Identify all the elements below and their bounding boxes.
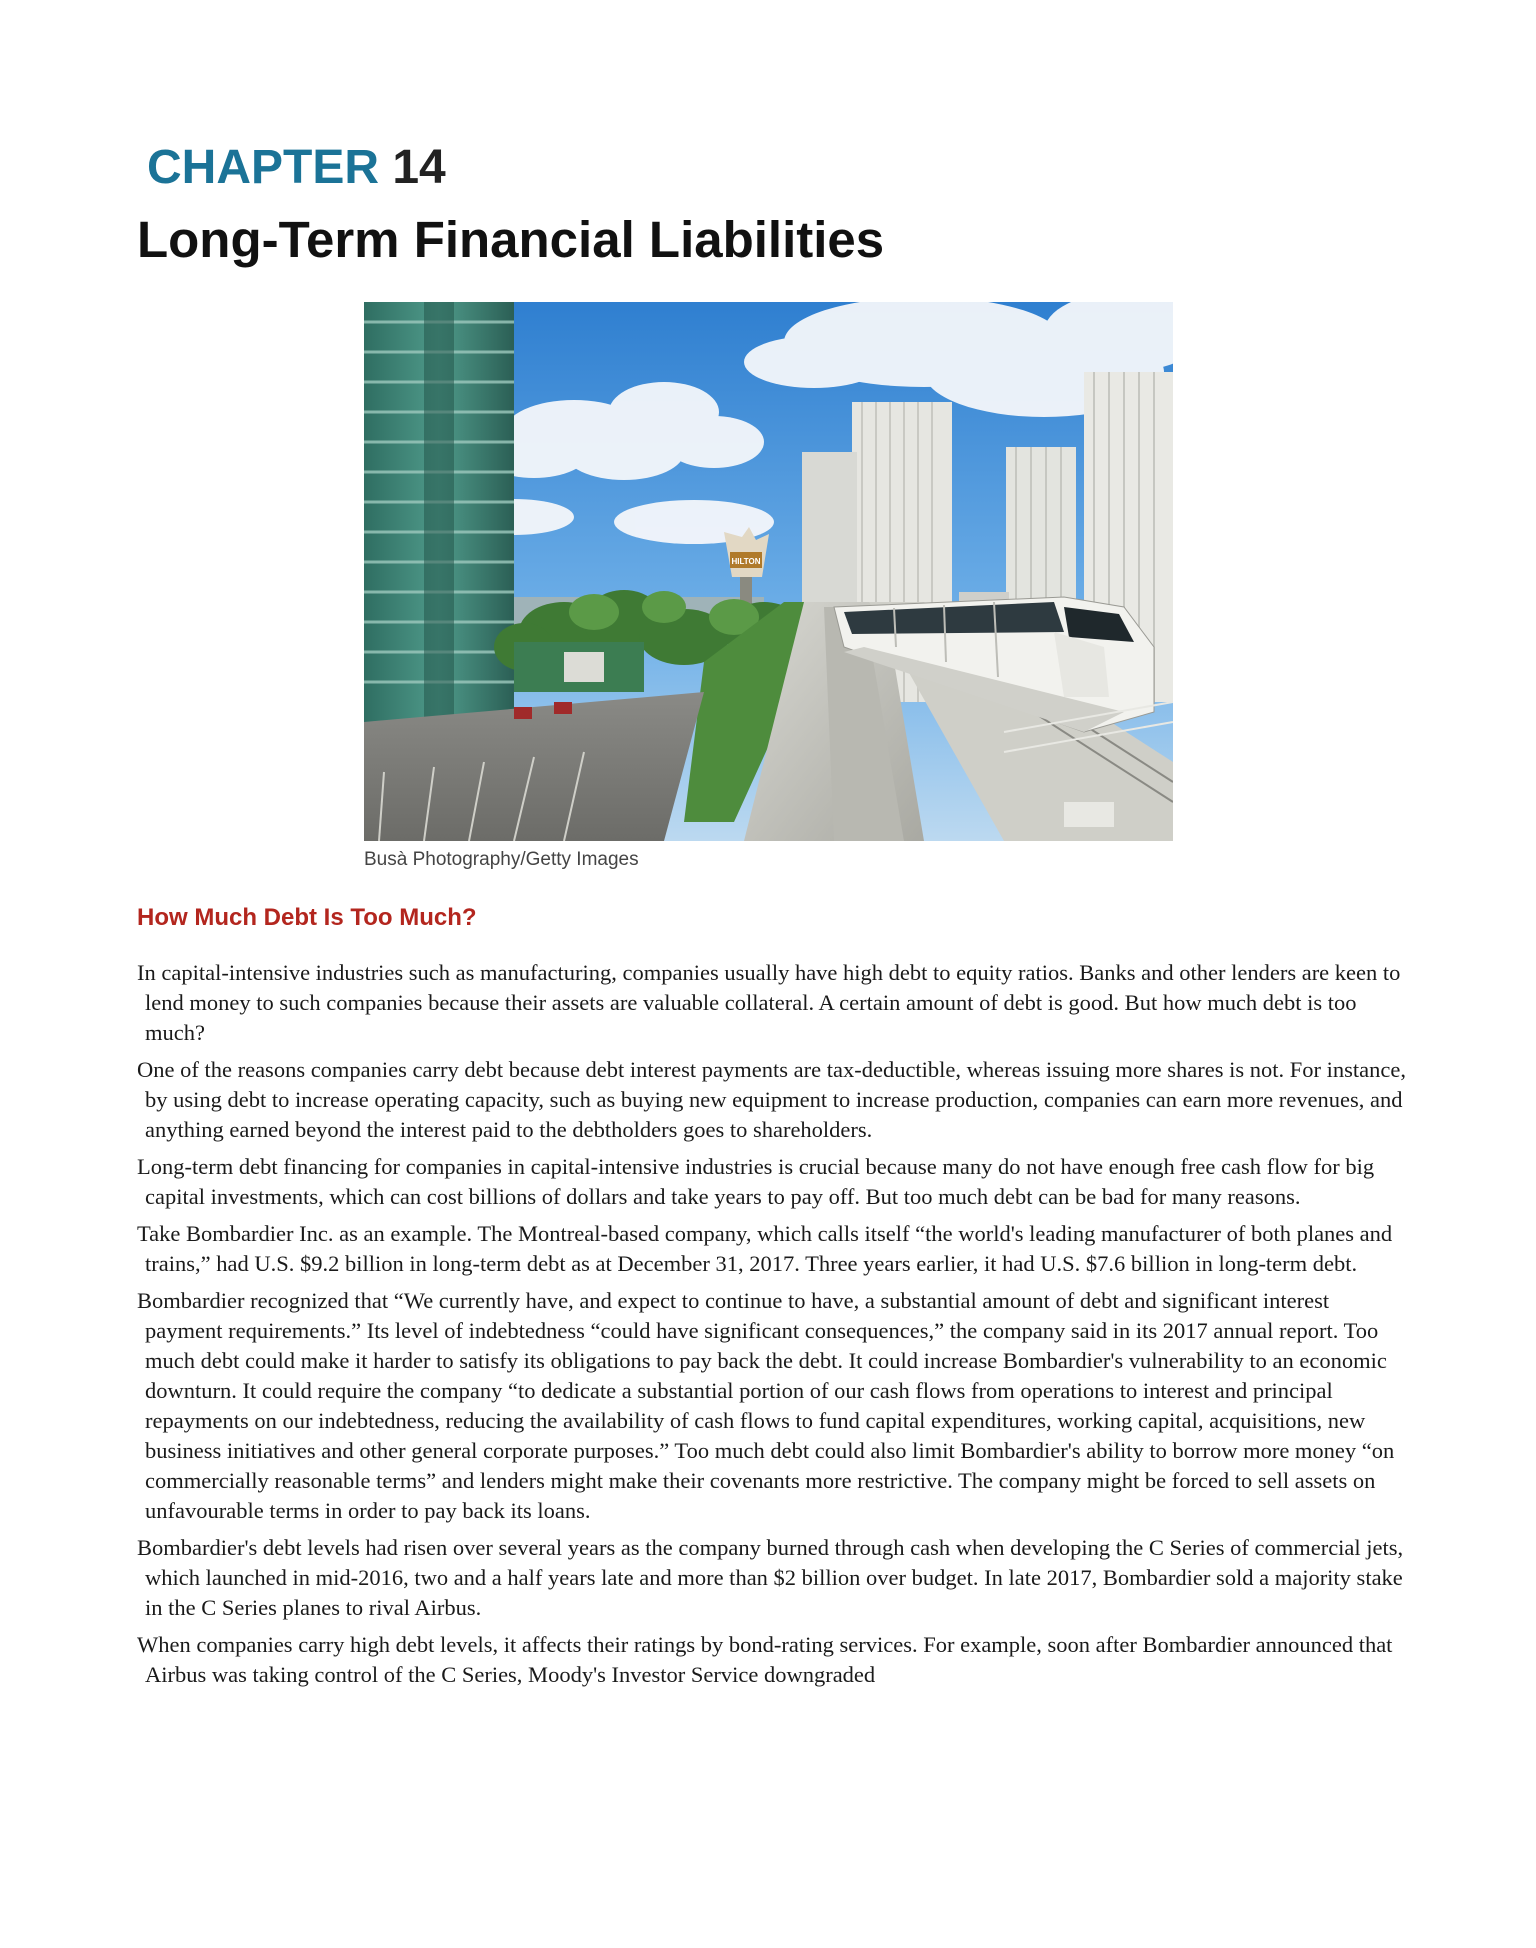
paragraph: One of the reasons companies carry debt because debt interest payments are tax-deductible, whereas issuing more shares is not. For instance, by using debt to increase operating capacity, such as buying new equipment to increase production, companies can earn more revenues, and anything earned beyond the interest paid to the debtholders goes to shareholders.	[137, 1057, 1406, 1142]
paragraph: Take Bombardier Inc. as an example. The Montreal-based company, which calls itself “the world's leading manufacturer of both planes and trains,” had U.S. $9.2 billion in long-term debt as at December 31, 2017. Three years earlier, it had U.S. $7.6 billion in long-term debt.	[137, 1221, 1393, 1276]
section-heading: How Much Debt Is Too Much?	[137, 904, 477, 931]
paragraph: In capital-intensive industries such as manufacturing, companies usually have high debt to equity ratios. Banks and other lenders are keen to lend money to such companies because their assets are valuable collateral. A certain amount of debt is good. But how much debt is too much?	[137, 960, 1401, 1045]
body-text	[137, 958, 1407, 1697]
paragraph: Bombardier recognized that “We currently have, and expect to continue to have, a substantial amount of debt and significant interest payment requirements.” Its level of indebtedness “could have significant consequences,” the company said in its 2017 annual report. Too much debt could make it harder to satisfy its obligations to pay back the debt. It could increase Bombardier's vulnerability to an economic downturn. It could require the company “to dedicate a substantial portion of our cash flows from operations to interest and principal repayments on our indebtedness, reducing the availability of cash flows to fund capital expenditures, working capital, acquisitions, new business initiatives and other general corporate purposes.” Too much debt could also limit Bombardier's ability to borrow more money “on commercially reasonable terms” and lenders might make their covenants more restrictive. The company might be forced to sell assets on unfavourable terms in order to pay back its loans.	[137, 1288, 1395, 1523]
photo-credit: Busà Photography/Getty Images	[364, 849, 639, 870]
hilton-sign-text: HILTON	[731, 557, 761, 566]
chapter-label	[147, 140, 446, 196]
paragraph: Long-term debt financing for companies in capital-intensive industries is crucial because many do not have enough free cash flow for big capital investments, which can cost billions of dollars and take years to pay off. But too much debt can be bad for many reasons.	[137, 1154, 1375, 1209]
chapter-number: 14	[392, 141, 446, 194]
paragraph: When companies carry high debt levels, it affects their ratings by bond-rating services. For example, soon after Bombardier announced that Airbus was taking control of the C Series, Moody's Investor Service downgraded	[137, 1632, 1393, 1687]
chapter-word: CHAPTER	[147, 141, 380, 194]
chapter-title: Long-Term Financial Liabilities	[137, 211, 885, 268]
paragraph: Bombardier's debt levels had risen over several years as the company burned through cash when developing the C Series of commercial jets, which launched in mid-2016, two and a half years late and more than $2 billion over budget. In late 2017, Bombardier sold a majority stake in the C Series planes to rival Airbus.	[137, 1535, 1404, 1620]
chapter-opener-photo	[364, 302, 1173, 841]
